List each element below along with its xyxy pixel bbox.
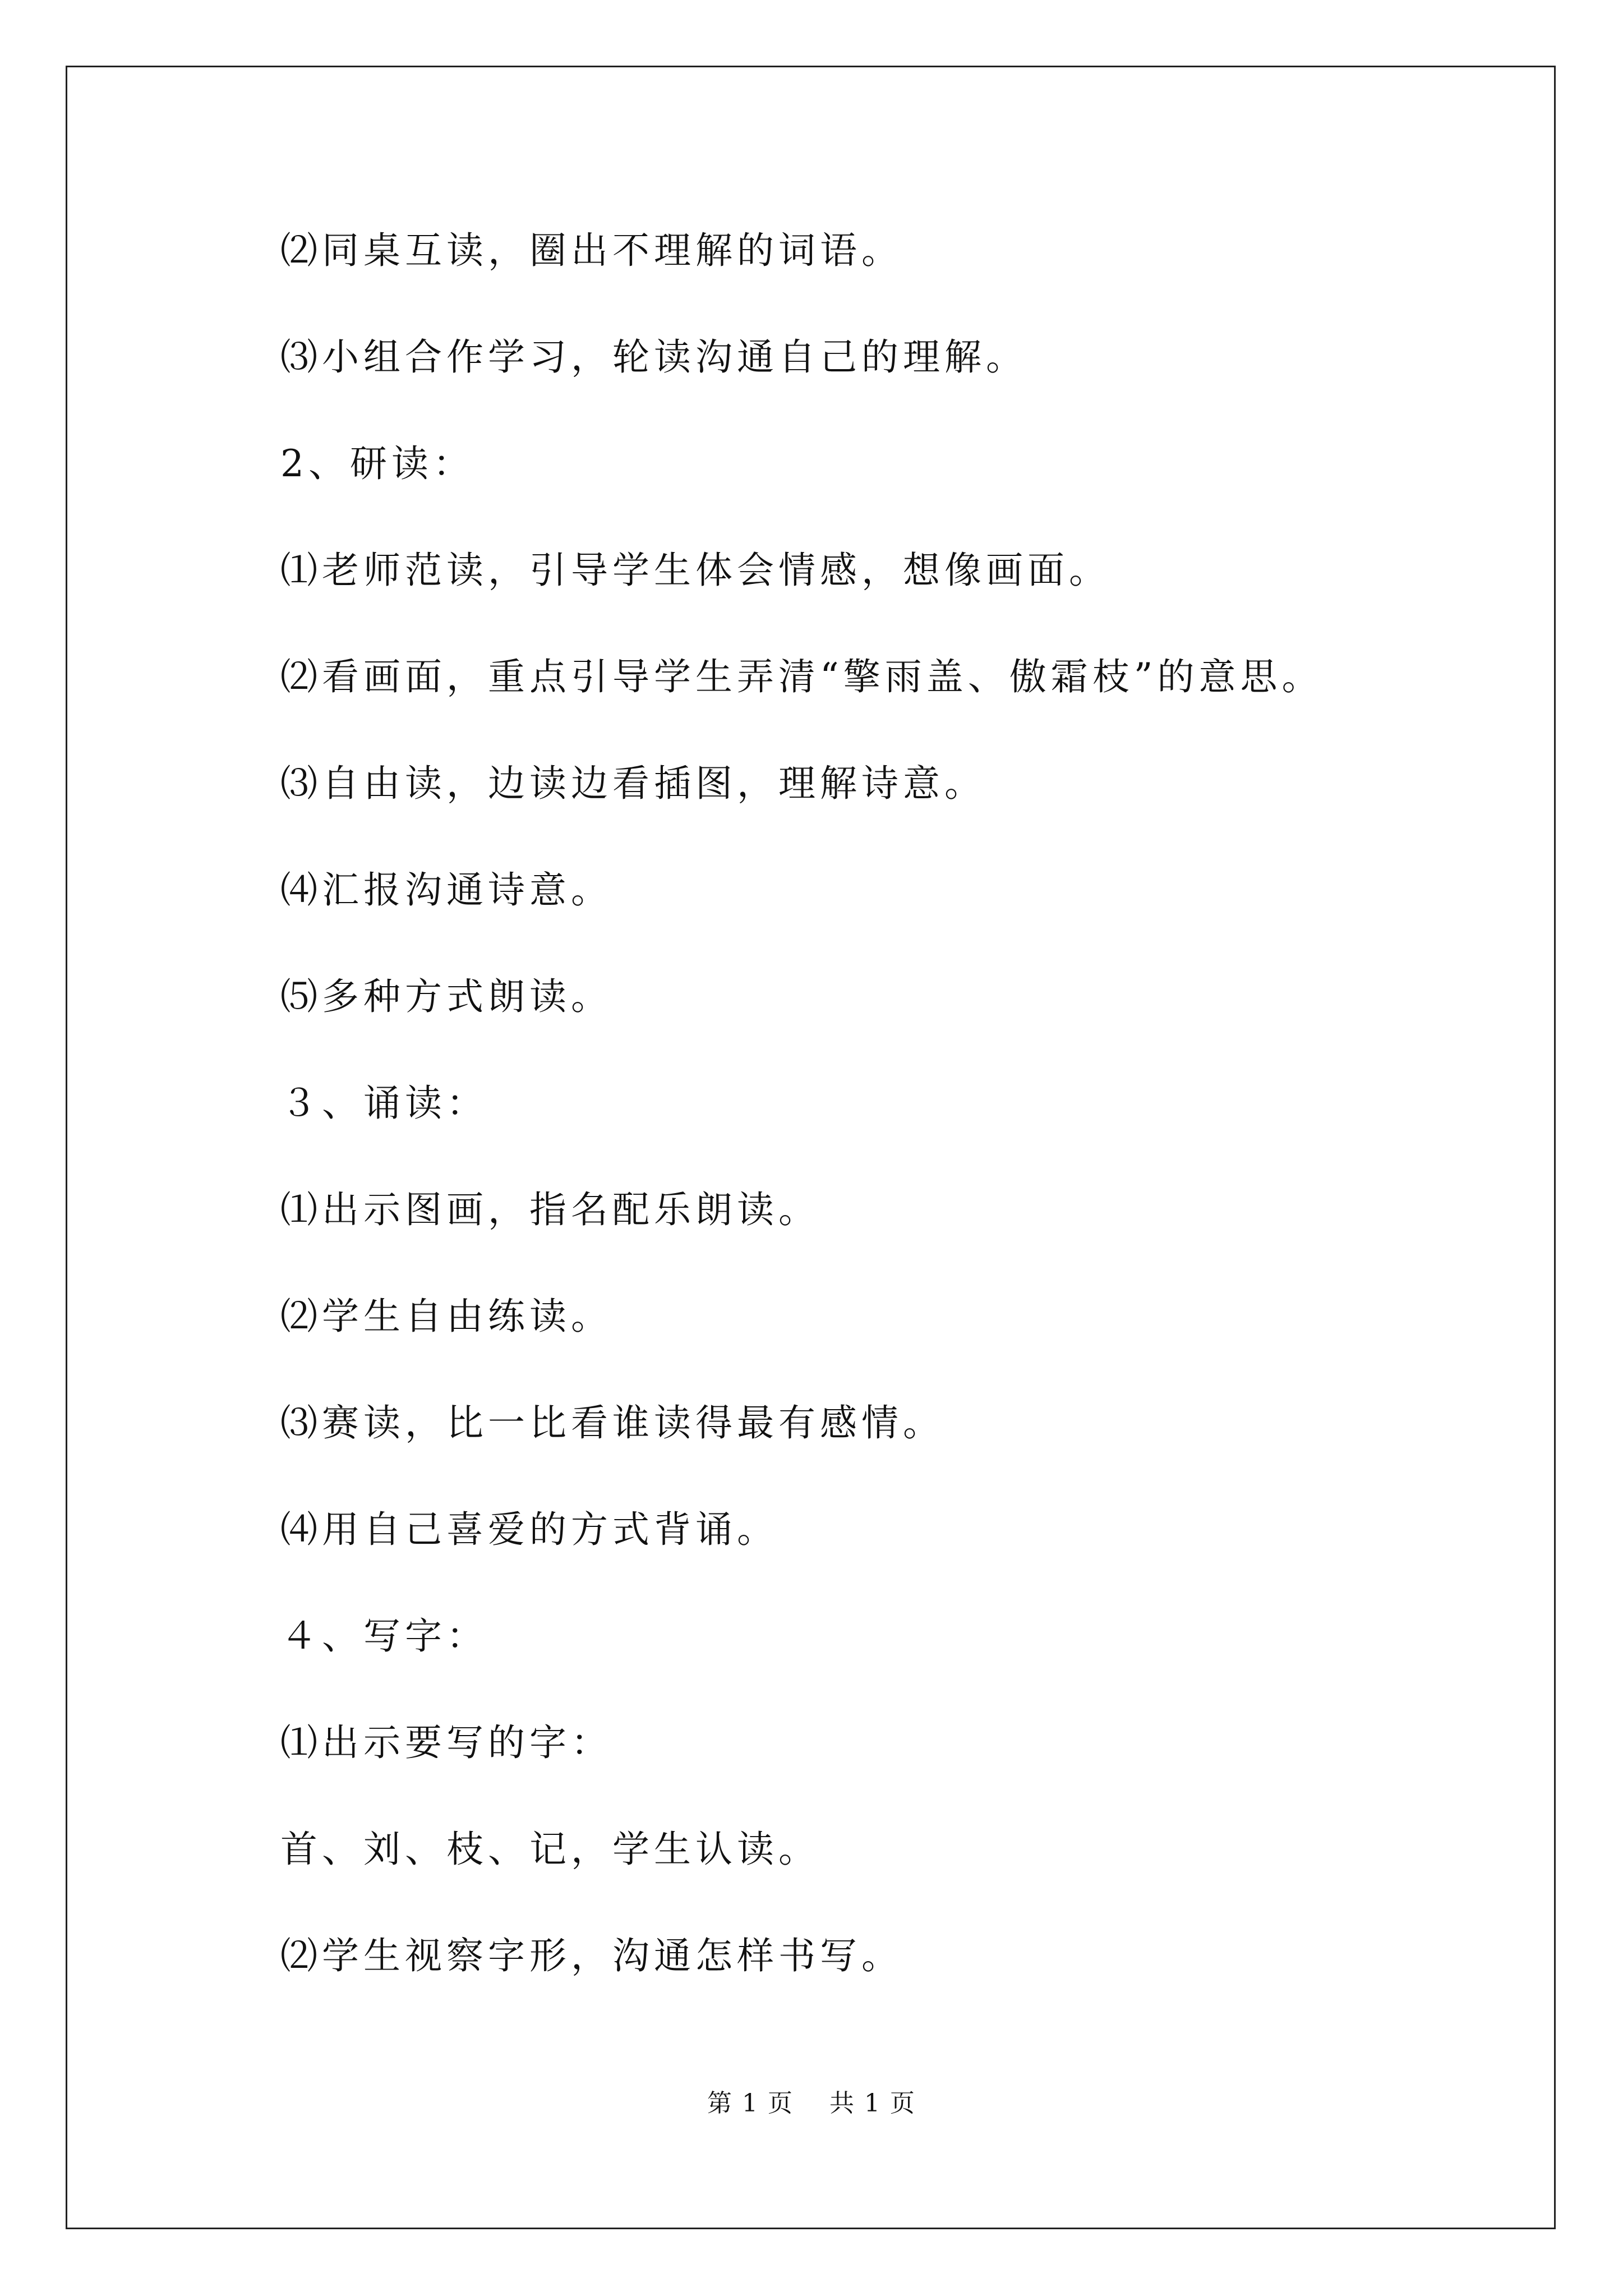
text-line: ⑸多种方式朗读。 xyxy=(280,975,612,1018)
section-heading: ３、诵读： xyxy=(280,1082,488,1125)
text-line: ⑶小组合作学习，轮读沟通自己的理解。 xyxy=(280,335,1027,379)
text-line: ⑵同桌互读，圈出不理解的词语。 xyxy=(280,229,903,272)
text-line: ⑴出示图画，指名配乐朗读。 xyxy=(280,1188,820,1231)
text-line: ⑵学生视察字形，沟通怎样书写。 xyxy=(280,1934,903,1977)
text-line: ⑵学生自由练读。 xyxy=(280,1295,612,1338)
page-number: 第 1 页 共 1 页 xyxy=(707,2089,916,2118)
text-line: ⑵看画面，重点引导学生弄清“擎雨盖、傲霜枝”的意思。 xyxy=(280,655,1324,698)
text-line: ⑶赛读，比一比看谁读得最有感情。 xyxy=(280,1401,944,1444)
text-line: ⑷汇报沟通诗意。 xyxy=(280,868,612,912)
section-heading: 2、研读： xyxy=(280,442,474,485)
text-line: ⑷用自己喜爱的方式背诵。 xyxy=(280,1508,778,1551)
text-line: ⑶自由读，边读边看插图，理解诗意。 xyxy=(280,762,986,805)
section-heading: ４、写字： xyxy=(280,1614,488,1658)
page-border xyxy=(66,66,1556,2229)
text-line: ⑴老师范读，引导学生体会情感，想像画面。 xyxy=(280,549,1110,592)
text-line: ⑴出示要写的字： xyxy=(280,1721,612,1764)
text-line: 首、刘、枝、记，学生认读。 xyxy=(280,1828,820,1871)
